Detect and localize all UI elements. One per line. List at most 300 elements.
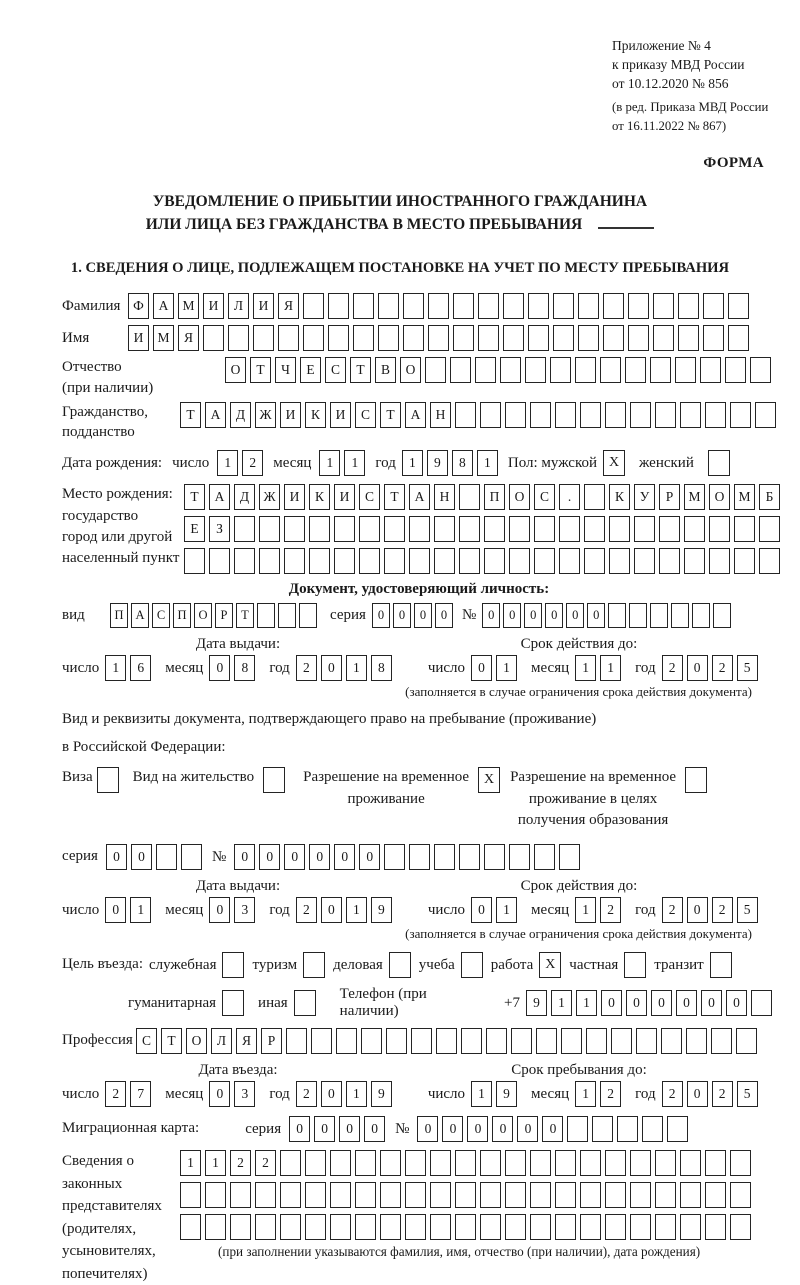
char-box[interactable]: А (209, 484, 230, 510)
char-box[interactable]: Р (261, 1028, 282, 1054)
char-box[interactable] (559, 844, 580, 870)
char-box[interactable] (459, 516, 480, 542)
char-box[interactable]: П (110, 603, 128, 628)
char-box[interactable]: 5 (737, 897, 758, 923)
char-box[interactable]: 2 (296, 897, 317, 923)
char-box[interactable] (584, 484, 605, 510)
char-box[interactable] (230, 1182, 251, 1208)
residence-permit-checkbox[interactable] (263, 767, 285, 793)
char-box[interactable] (730, 1214, 751, 1240)
char-box[interactable] (455, 1214, 476, 1240)
char-box[interactable]: 2 (296, 1081, 317, 1107)
char-box[interactable] (580, 402, 601, 428)
char-box[interactable]: Д (234, 484, 255, 510)
char-box[interactable]: 0 (364, 1116, 385, 1142)
char-box[interactable] (751, 990, 772, 1016)
char-box[interactable] (353, 293, 374, 319)
char-box[interactable] (334, 548, 355, 574)
char-box[interactable] (759, 548, 780, 574)
char-box[interactable]: Д (230, 402, 251, 428)
char-box[interactable] (605, 1182, 626, 1208)
char-box[interactable]: С (136, 1028, 157, 1054)
char-box[interactable]: З (209, 516, 230, 542)
char-box[interactable] (650, 603, 668, 628)
char-box[interactable]: И (330, 402, 351, 428)
char-box[interactable]: 2 (600, 897, 621, 923)
char-box[interactable] (600, 357, 621, 383)
char-box[interactable] (555, 1150, 576, 1176)
char-box[interactable] (584, 516, 605, 542)
char-box[interactable] (353, 325, 374, 351)
char-box[interactable]: 0 (471, 897, 492, 923)
char-box[interactable] (411, 1028, 432, 1054)
char-box[interactable] (280, 1150, 301, 1176)
char-box[interactable] (703, 325, 724, 351)
char-box[interactable] (257, 603, 275, 628)
char-box[interactable]: Р (659, 484, 680, 510)
char-box[interactable] (630, 1214, 651, 1240)
char-box[interactable]: 5 (737, 655, 758, 681)
char-box[interactable] (503, 293, 524, 319)
char-box[interactable] (634, 548, 655, 574)
char-box[interactable] (309, 516, 330, 542)
char-box[interactable] (430, 1214, 451, 1240)
char-box[interactable] (503, 325, 524, 351)
char-box[interactable]: Л (228, 293, 249, 319)
char-box[interactable]: 0 (626, 990, 647, 1016)
char-box[interactable] (505, 1150, 526, 1176)
char-box[interactable]: И (334, 484, 355, 510)
char-box[interactable]: 2 (662, 655, 683, 681)
char-box[interactable] (459, 548, 480, 574)
char-box[interactable]: 0 (545, 603, 563, 628)
char-box[interactable]: Ч (275, 357, 296, 383)
char-box[interactable] (584, 548, 605, 574)
char-box[interactable] (459, 484, 480, 510)
char-box[interactable]: А (405, 402, 426, 428)
char-box[interactable] (659, 548, 680, 574)
purpose-transit-checkbox[interactable] (710, 952, 732, 978)
purpose-other-checkbox[interactable] (294, 990, 316, 1016)
char-box[interactable] (303, 325, 324, 351)
char-box[interactable] (530, 1214, 551, 1240)
char-box[interactable]: 0 (289, 1116, 310, 1142)
char-box[interactable] (655, 1150, 676, 1176)
education-residence-checkbox[interactable] (685, 767, 707, 793)
char-box[interactable] (509, 548, 530, 574)
purpose-official-checkbox[interactable] (222, 952, 244, 978)
char-box[interactable] (736, 1028, 757, 1054)
char-box[interactable] (730, 1150, 751, 1176)
char-box[interactable]: 2 (105, 1081, 126, 1107)
char-box[interactable] (278, 603, 296, 628)
char-box[interactable]: М (178, 293, 199, 319)
purpose-tourism-checkbox[interactable] (303, 952, 325, 978)
char-box[interactable]: 0 (309, 844, 330, 870)
char-box[interactable] (534, 548, 555, 574)
char-box[interactable] (405, 1214, 426, 1240)
char-box[interactable] (480, 1182, 501, 1208)
char-box[interactable] (605, 402, 626, 428)
char-box[interactable] (203, 325, 224, 351)
char-box[interactable] (284, 548, 305, 574)
char-box[interactable]: 0 (414, 603, 432, 628)
char-box[interactable]: 0 (517, 1116, 538, 1142)
char-box[interactable] (653, 293, 674, 319)
char-box[interactable] (480, 1214, 501, 1240)
char-box[interactable]: У (634, 484, 655, 510)
char-box[interactable]: И (253, 293, 274, 319)
char-box[interactable]: О (509, 484, 530, 510)
char-box[interactable]: 0 (587, 603, 605, 628)
char-box[interactable] (628, 325, 649, 351)
char-box[interactable]: О (186, 1028, 207, 1054)
char-box[interactable] (428, 325, 449, 351)
char-box[interactable]: Я (278, 293, 299, 319)
char-box[interactable] (234, 516, 255, 542)
char-box[interactable] (528, 325, 549, 351)
char-box[interactable] (578, 325, 599, 351)
char-box[interactable]: 0 (601, 990, 622, 1016)
char-box[interactable] (305, 1182, 326, 1208)
char-box[interactable]: 1 (217, 450, 238, 476)
char-box[interactable] (425, 357, 446, 383)
char-box[interactable]: С (152, 603, 170, 628)
char-box[interactable] (405, 1182, 426, 1208)
char-box[interactable]: 9 (371, 897, 392, 923)
char-box[interactable] (630, 1182, 651, 1208)
char-box[interactable] (553, 325, 574, 351)
char-box[interactable] (359, 548, 380, 574)
char-box[interactable]: 1 (496, 897, 517, 923)
char-box[interactable] (678, 325, 699, 351)
char-box[interactable] (384, 844, 405, 870)
char-box[interactable] (409, 548, 430, 574)
char-box[interactable]: И (284, 484, 305, 510)
char-box[interactable] (409, 516, 430, 542)
char-box[interactable]: 2 (242, 450, 263, 476)
char-box[interactable] (555, 1182, 576, 1208)
char-box[interactable] (384, 548, 405, 574)
char-box[interactable]: 1 (575, 897, 596, 923)
char-box[interactable] (671, 603, 689, 628)
char-box[interactable] (617, 1116, 638, 1142)
char-box[interactable] (205, 1214, 226, 1240)
char-box[interactable] (434, 844, 455, 870)
char-box[interactable] (500, 357, 521, 383)
char-box[interactable] (403, 325, 424, 351)
char-box[interactable]: Р (215, 603, 233, 628)
char-box[interactable]: К (305, 402, 326, 428)
char-box[interactable] (684, 548, 705, 574)
char-box[interactable] (684, 516, 705, 542)
char-box[interactable] (511, 1028, 532, 1054)
char-box[interactable] (550, 357, 571, 383)
char-box[interactable]: 0 (442, 1116, 463, 1142)
sex-male-checkbox[interactable]: X (603, 450, 625, 476)
purpose-work-checkbox[interactable]: X (539, 952, 561, 978)
char-box[interactable] (586, 1028, 607, 1054)
visa-checkbox[interactable] (97, 767, 119, 793)
char-box[interactable]: 1 (575, 1081, 596, 1107)
char-box[interactable] (603, 325, 624, 351)
char-box[interactable] (259, 548, 280, 574)
char-box[interactable]: 9 (427, 450, 448, 476)
char-box[interactable]: Е (184, 516, 205, 542)
char-box[interactable] (228, 325, 249, 351)
char-box[interactable]: О (709, 484, 730, 510)
char-box[interactable] (156, 844, 177, 870)
char-box[interactable]: 1 (575, 655, 596, 681)
char-box[interactable]: 1 (551, 990, 572, 1016)
char-box[interactable]: 0 (359, 844, 380, 870)
char-box[interactable]: 3 (234, 1081, 255, 1107)
char-box[interactable]: 1 (344, 450, 365, 476)
char-box[interactable] (661, 1028, 682, 1054)
char-box[interactable]: Т (236, 603, 254, 628)
char-box[interactable]: 1 (346, 897, 367, 923)
char-box[interactable] (561, 1028, 582, 1054)
char-box[interactable]: Н (430, 402, 451, 428)
char-box[interactable]: 1 (130, 897, 151, 923)
char-box[interactable] (655, 402, 676, 428)
char-box[interactable] (180, 1182, 201, 1208)
char-box[interactable]: И (128, 325, 149, 351)
char-box[interactable]: 1 (576, 990, 597, 1016)
char-box[interactable]: 0 (131, 844, 152, 870)
char-box[interactable]: Ж (255, 402, 276, 428)
char-box[interactable]: Т (380, 402, 401, 428)
char-box[interactable] (361, 1028, 382, 1054)
char-box[interactable] (430, 1150, 451, 1176)
char-box[interactable] (655, 1214, 676, 1240)
purpose-study-checkbox[interactable] (461, 952, 483, 978)
char-box[interactable]: Я (178, 325, 199, 351)
char-box[interactable]: 2 (230, 1150, 251, 1176)
char-box[interactable] (386, 1028, 407, 1054)
char-box[interactable] (655, 1182, 676, 1208)
char-box[interactable]: 0 (339, 1116, 360, 1142)
char-box[interactable] (686, 1028, 707, 1054)
char-box[interactable]: 7 (130, 1081, 151, 1107)
char-box[interactable]: 0 (321, 897, 342, 923)
char-box[interactable] (484, 844, 505, 870)
char-box[interactable] (280, 1182, 301, 1208)
char-box[interactable] (580, 1214, 601, 1240)
char-box[interactable]: М (153, 325, 174, 351)
char-box[interactable] (609, 548, 630, 574)
char-box[interactable]: 0 (209, 655, 230, 681)
char-box[interactable] (255, 1182, 276, 1208)
char-box[interactable] (509, 844, 530, 870)
char-box[interactable] (480, 402, 501, 428)
char-box[interactable]: 2 (712, 897, 733, 923)
char-box[interactable] (528, 293, 549, 319)
char-box[interactable] (330, 1182, 351, 1208)
char-box[interactable] (509, 516, 530, 542)
char-box[interactable] (700, 357, 721, 383)
char-box[interactable] (530, 1182, 551, 1208)
char-box[interactable]: 0 (687, 1081, 708, 1107)
char-box[interactable] (484, 516, 505, 542)
char-box[interactable]: 0 (524, 603, 542, 628)
char-box[interactable] (286, 1028, 307, 1054)
char-box[interactable] (505, 402, 526, 428)
char-box[interactable] (659, 516, 680, 542)
char-box[interactable] (603, 293, 624, 319)
char-box[interactable] (680, 1214, 701, 1240)
char-box[interactable] (280, 1214, 301, 1240)
char-box[interactable] (559, 548, 580, 574)
char-box[interactable]: 1 (346, 655, 367, 681)
char-box[interactable] (505, 1214, 526, 1240)
char-box[interactable] (667, 1116, 688, 1142)
char-box[interactable] (559, 516, 580, 542)
char-box[interactable]: 0 (687, 655, 708, 681)
char-box[interactable] (480, 1150, 501, 1176)
char-box[interactable]: 2 (662, 897, 683, 923)
char-box[interactable]: Ф (128, 293, 149, 319)
char-box[interactable] (536, 1028, 557, 1054)
char-box[interactable] (553, 293, 574, 319)
char-box[interactable] (453, 325, 474, 351)
char-box[interactable]: 2 (255, 1150, 276, 1176)
char-box[interactable]: А (153, 293, 174, 319)
char-box[interactable] (303, 293, 324, 319)
char-box[interactable]: 0 (566, 603, 584, 628)
char-box[interactable]: К (309, 484, 330, 510)
char-box[interactable]: 9 (496, 1081, 517, 1107)
char-box[interactable]: 1 (105, 655, 126, 681)
char-box[interactable] (434, 548, 455, 574)
char-box[interactable] (330, 1214, 351, 1240)
purpose-business-checkbox[interactable] (389, 952, 411, 978)
char-box[interactable]: 2 (712, 1081, 733, 1107)
char-box[interactable] (328, 325, 349, 351)
char-box[interactable]: А (409, 484, 430, 510)
char-box[interactable]: О (194, 603, 212, 628)
char-box[interactable]: 0 (471, 655, 492, 681)
char-box[interactable] (405, 1150, 426, 1176)
char-box[interactable]: 0 (284, 844, 305, 870)
char-box[interactable] (525, 357, 546, 383)
char-box[interactable] (475, 357, 496, 383)
char-box[interactable] (230, 1214, 251, 1240)
char-box[interactable] (461, 1028, 482, 1054)
char-box[interactable] (629, 603, 647, 628)
char-box[interactable] (575, 357, 596, 383)
char-box[interactable]: 1 (471, 1081, 492, 1107)
char-box[interactable]: 0 (503, 603, 521, 628)
char-box[interactable] (505, 1182, 526, 1208)
char-box[interactable] (555, 1214, 576, 1240)
char-box[interactable] (530, 402, 551, 428)
char-box[interactable]: 1 (402, 450, 423, 476)
char-box[interactable] (434, 516, 455, 542)
char-box[interactable] (680, 402, 701, 428)
char-box[interactable]: С (534, 484, 555, 510)
char-box[interactable]: 0 (435, 603, 453, 628)
char-box[interactable] (180, 1214, 201, 1240)
char-box[interactable]: 0 (701, 990, 722, 1016)
char-box[interactable] (705, 402, 726, 428)
char-box[interactable]: 8 (234, 655, 255, 681)
char-box[interactable]: И (280, 402, 301, 428)
char-box[interactable]: Т (180, 402, 201, 428)
char-box[interactable] (630, 1150, 651, 1176)
char-box[interactable]: В (375, 357, 396, 383)
char-box[interactable] (680, 1182, 701, 1208)
char-box[interactable] (580, 1182, 601, 1208)
char-box[interactable] (692, 603, 710, 628)
char-box[interactable] (334, 516, 355, 542)
char-box[interactable] (311, 1028, 332, 1054)
char-box[interactable] (755, 402, 776, 428)
char-box[interactable] (428, 293, 449, 319)
char-box[interactable]: 0 (321, 655, 342, 681)
char-box[interactable] (355, 1214, 376, 1240)
char-box[interactable]: 1 (477, 450, 498, 476)
char-box[interactable]: 0 (314, 1116, 335, 1142)
char-box[interactable]: 0 (209, 897, 230, 923)
char-box[interactable]: 0 (417, 1116, 438, 1142)
char-box[interactable] (380, 1150, 401, 1176)
char-box[interactable]: 1 (496, 655, 517, 681)
char-box[interactable] (181, 844, 202, 870)
char-box[interactable]: 8 (452, 450, 473, 476)
char-box[interactable]: 1 (319, 450, 340, 476)
char-box[interactable]: 0 (259, 844, 280, 870)
char-box[interactable] (653, 325, 674, 351)
char-box[interactable] (709, 516, 730, 542)
char-box[interactable]: 0 (321, 1081, 342, 1107)
char-box[interactable] (355, 1182, 376, 1208)
char-box[interactable]: 0 (542, 1116, 563, 1142)
char-box[interactable] (328, 293, 349, 319)
purpose-humanitarian-checkbox[interactable] (222, 990, 244, 1016)
char-box[interactable] (611, 1028, 632, 1054)
char-box[interactable] (567, 1116, 588, 1142)
char-box[interactable] (484, 548, 505, 574)
char-box[interactable]: С (325, 357, 346, 383)
char-box[interactable] (378, 293, 399, 319)
char-box[interactable]: 9 (371, 1081, 392, 1107)
char-box[interactable] (403, 293, 424, 319)
char-box[interactable]: 0 (687, 897, 708, 923)
char-box[interactable]: 1 (180, 1150, 201, 1176)
char-box[interactable] (628, 293, 649, 319)
char-box[interactable] (711, 1028, 732, 1054)
char-box[interactable]: И (203, 293, 224, 319)
char-box[interactable] (259, 516, 280, 542)
temporary-residence-checkbox[interactable]: X (478, 767, 500, 793)
char-box[interactable] (703, 293, 724, 319)
char-box[interactable]: 8 (371, 655, 392, 681)
char-box[interactable] (730, 402, 751, 428)
char-box[interactable] (713, 603, 731, 628)
char-box[interactable]: Т (250, 357, 271, 383)
char-box[interactable] (209, 548, 230, 574)
char-box[interactable]: Т (350, 357, 371, 383)
char-box[interactable] (255, 1214, 276, 1240)
char-box[interactable] (705, 1150, 726, 1176)
char-box[interactable] (534, 516, 555, 542)
char-box[interactable]: 1 (346, 1081, 367, 1107)
char-box[interactable]: Н (434, 484, 455, 510)
char-box[interactable] (336, 1028, 357, 1054)
char-box[interactable] (750, 357, 771, 383)
char-box[interactable] (634, 516, 655, 542)
